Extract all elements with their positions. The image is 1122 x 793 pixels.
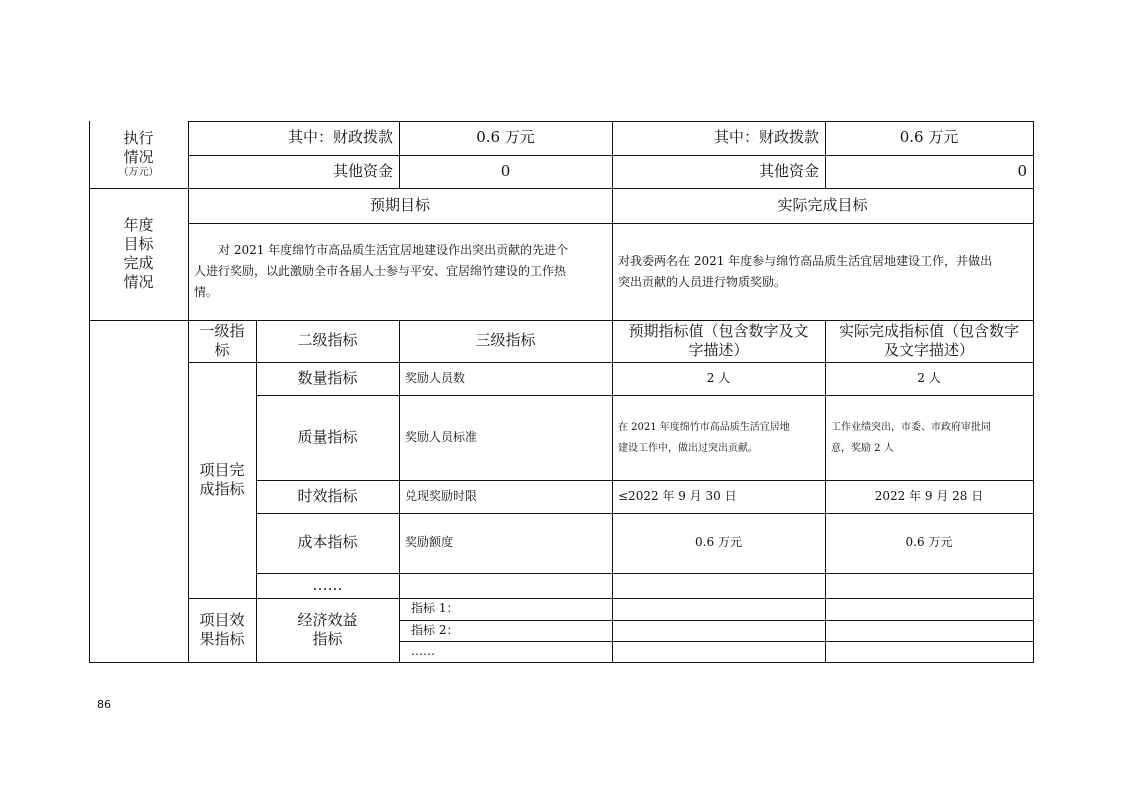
header-expected-value: 预期指标值（包含数字及文 字描述） [628, 321, 809, 359]
group-completion-label: 项目完 成指标 [199, 460, 245, 498]
table-row-level2: 时效指标 [297, 486, 358, 505]
table-row-expected: 0.6 万元 [695, 535, 742, 550]
header-level1: 一级指 标 [199, 321, 245, 359]
table-row-level2: 质量指标 [297, 427, 358, 446]
table-row-expected [612, 573, 825, 598]
header-actual-value: 实际完成指标值（包含数字 及文字描述） [838, 321, 1019, 359]
table-row-actual: 2022 年 9 月 28 日 [874, 488, 984, 503]
expected-goal-header: 预期目标 [369, 195, 430, 214]
table-row-actual: 0.6 万元 [905, 535, 953, 550]
fiscal-value-right: 0.6 万元 [899, 128, 959, 147]
table-row-expected: ≤2022 年 9 月 30 日 [618, 488, 737, 503]
other-value-right: 0 [1017, 161, 1027, 180]
annual-goal-label: 年度 目标 完成 情况 [123, 215, 154, 292]
actual-goal-header: 实际完成目标 [777, 195, 868, 214]
table-row-level3: 奖励额度 [405, 535, 454, 550]
rule [89, 662, 1034, 663]
table-row-actual [825, 573, 1033, 598]
other-label-left: 其他资金 [332, 161, 393, 180]
table-row-level2: 数量指标 [297, 368, 358, 387]
page-number: 86 [97, 698, 111, 711]
table-row-level3: 奖励人员标准 [405, 429, 478, 444]
table-row-expected: 在 2021 年度绵竹市高品质生活宜居地 建设工作中，做出过突出贡献。 [618, 421, 790, 454]
header-level3: 三级指标 [475, 331, 536, 350]
fiscal-label-left: 其中：财政拨款 [287, 128, 393, 147]
fiscal-value-left: 0.6 万元 [476, 128, 535, 147]
expected-goal-text: 对 2021 年度绵竹市高品质生活宜居地建设作出突出贡献的先进个 人进行奖励，以此激励全市各届人士参与平安、宜居绵竹建设的工作热 情。 [194, 243, 569, 299]
table-row-expected: 2 人 [706, 370, 731, 385]
group-effect-label: 项目效 果指标 [199, 610, 245, 648]
table-row-actual: 2 人 [917, 370, 941, 385]
table-row-actual: 工作业绩突出，市委、市政府审批同 意，奖励 2 人 [831, 421, 991, 454]
rule [1033, 121, 1034, 662]
economic-subrow: 指标 2： [411, 622, 459, 637]
table-row-level3: 兑现奖励时限 [405, 488, 478, 503]
economic-subrow: 指标 1： [411, 601, 459, 616]
actual-goal-text: 对我委两名在 2021 年度参与绵竹高品质生活宜居地建设工作，并做出 突出贡献的人员进行物质奖励。 [618, 253, 993, 289]
table-row-level3: 奖励人员数 [405, 370, 466, 385]
execution-label: 执行 情况 （万元） [118, 128, 159, 179]
other-value-left: 0 [500, 161, 511, 180]
economic-benefit-label: 经济效益 指标 [297, 610, 358, 648]
other-label-right: 其他资金 [758, 161, 819, 180]
table-row-level2: …… [312, 575, 343, 594]
header-level2: 二级指标 [297, 331, 358, 350]
table-row-level3 [399, 573, 612, 598]
table-row-level2: 成本指标 [297, 533, 358, 552]
fiscal-label-right: 其中：财政拨款 [713, 128, 819, 147]
economic-subrow: …… [411, 643, 435, 658]
